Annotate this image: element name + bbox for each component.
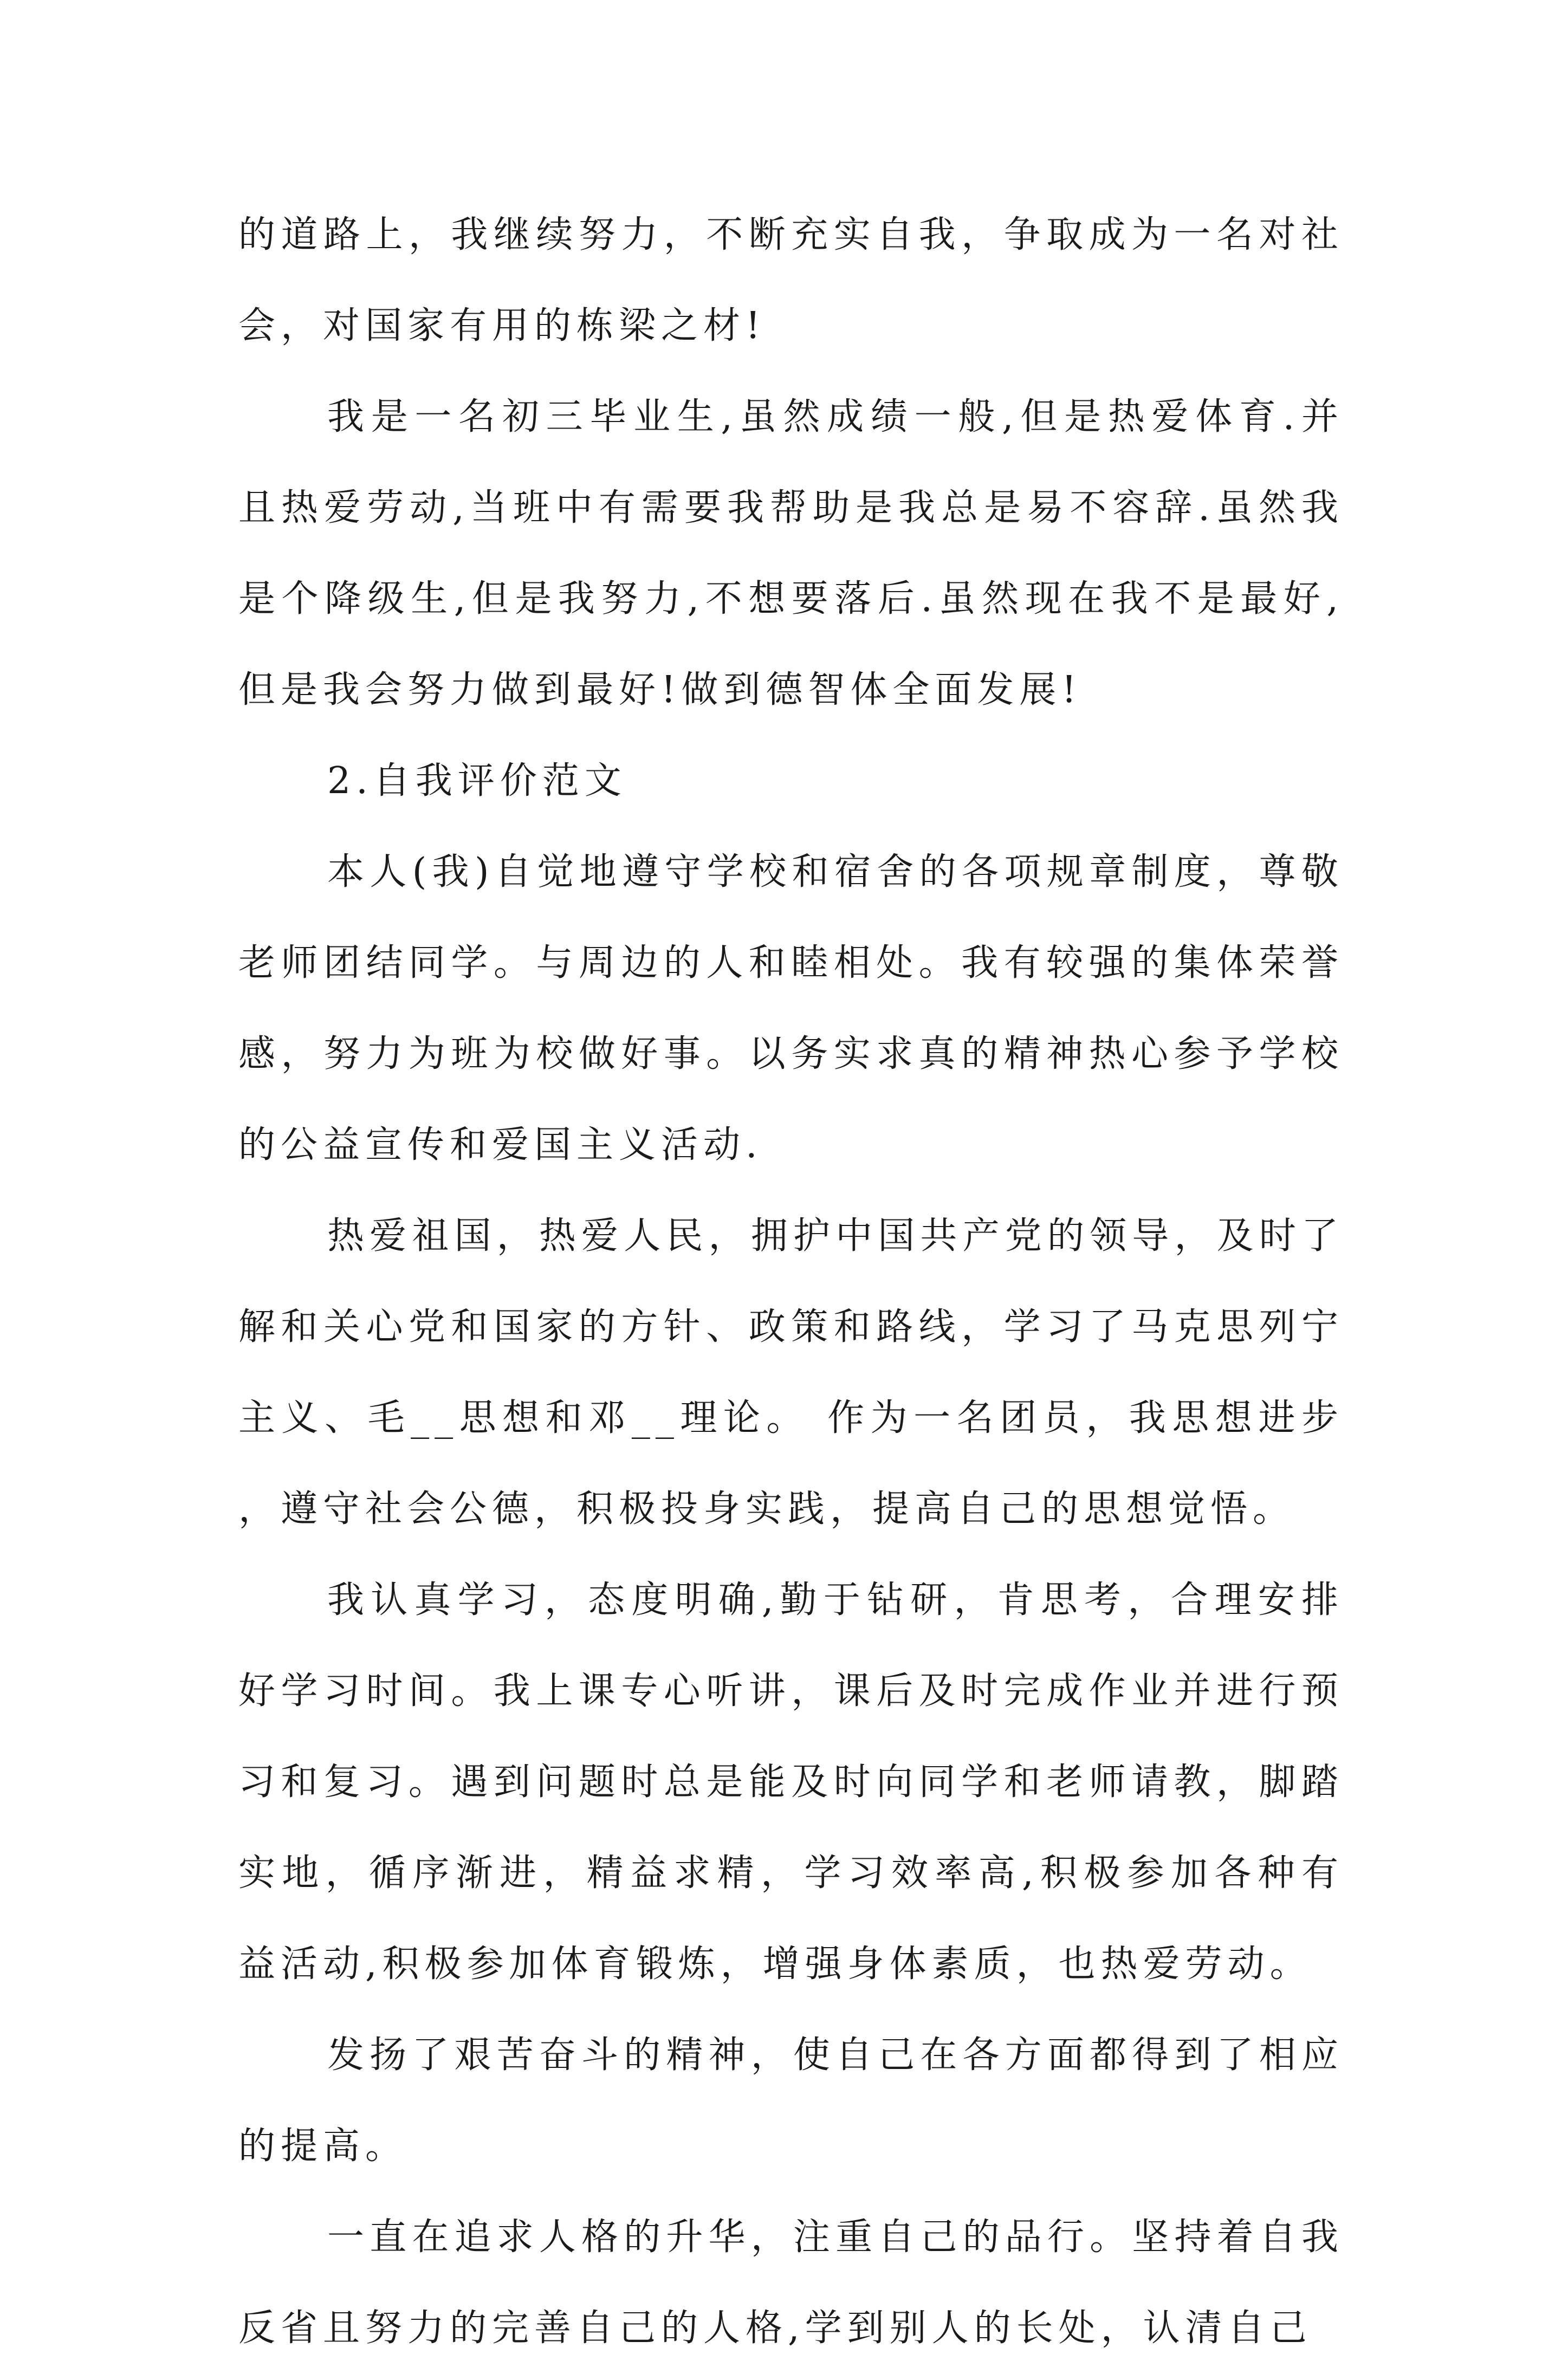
paragraph-study: 我认真学习，态度明确,勤于钻研，肯思考，合理安排好学习时间。我上课专心听讲，课后及时完成作业并进行预习和复习。遇到问题时总是能及时向同学和老师请教，脚踏实地，循序渐进，精益求精，学习效率高,积极参加各种有益活动,积极参加体育锻炼，增强身体素质，也热爱劳动。: [238, 1579, 1344, 1986]
paragraph-hard-work: 发扬了艰苦奋斗的精神，使自己在各方面都得到了相应的提高。: [238, 2034, 1344, 2168]
paragraph-patriotism: 热爱祖国，热爱人民，拥护中国共产党的领导，及时了解和关心党和国家的方针、政策和路线，学习了马克思列宁主义、毛__思想和邓__理论。 作为一名团员，我思想进步，遵守社会公德，积极投身实践，提高自己的思想觉悟。: [238, 1215, 1344, 1530]
paragraph-discipline: 本人(我)自觉地遵守学校和宿舍的各项规章制度，尊敬老师团结同学。与周边的人和睦相处。我有较强的集体荣誉感，努力为班为校做好事。以务实求真的精神热心参予学校的公益宣传和爱国主义活动.: [238, 851, 1344, 1166]
section-heading: 2.自我评价范文: [327, 760, 627, 802]
document-body: [238, 190, 1344, 2374]
paragraph-character: 一直在追求人格的升华，注重自己的品行。坚持着自我反省且努力的完善自己的人格,学到别人的长处，认清自己: [238, 2216, 1344, 2350]
paragraph-student-intro: 我是一名初三毕业生,虽然成绩一般,但是热爱体育.并且热爱劳动,当班中有需要我帮助是我总是易不容辞.虽然我是个降级生,但是我努力,不想要落后.虽然现在我不是最好,但是我会努力做到最好!做到德智体全面发展!: [238, 395, 1344, 711]
paragraph-continuation: 的道路上，我继续努力，不断充实自我，争取成为一名对社会，对国家有用的栋梁之材!: [238, 213, 1344, 347]
